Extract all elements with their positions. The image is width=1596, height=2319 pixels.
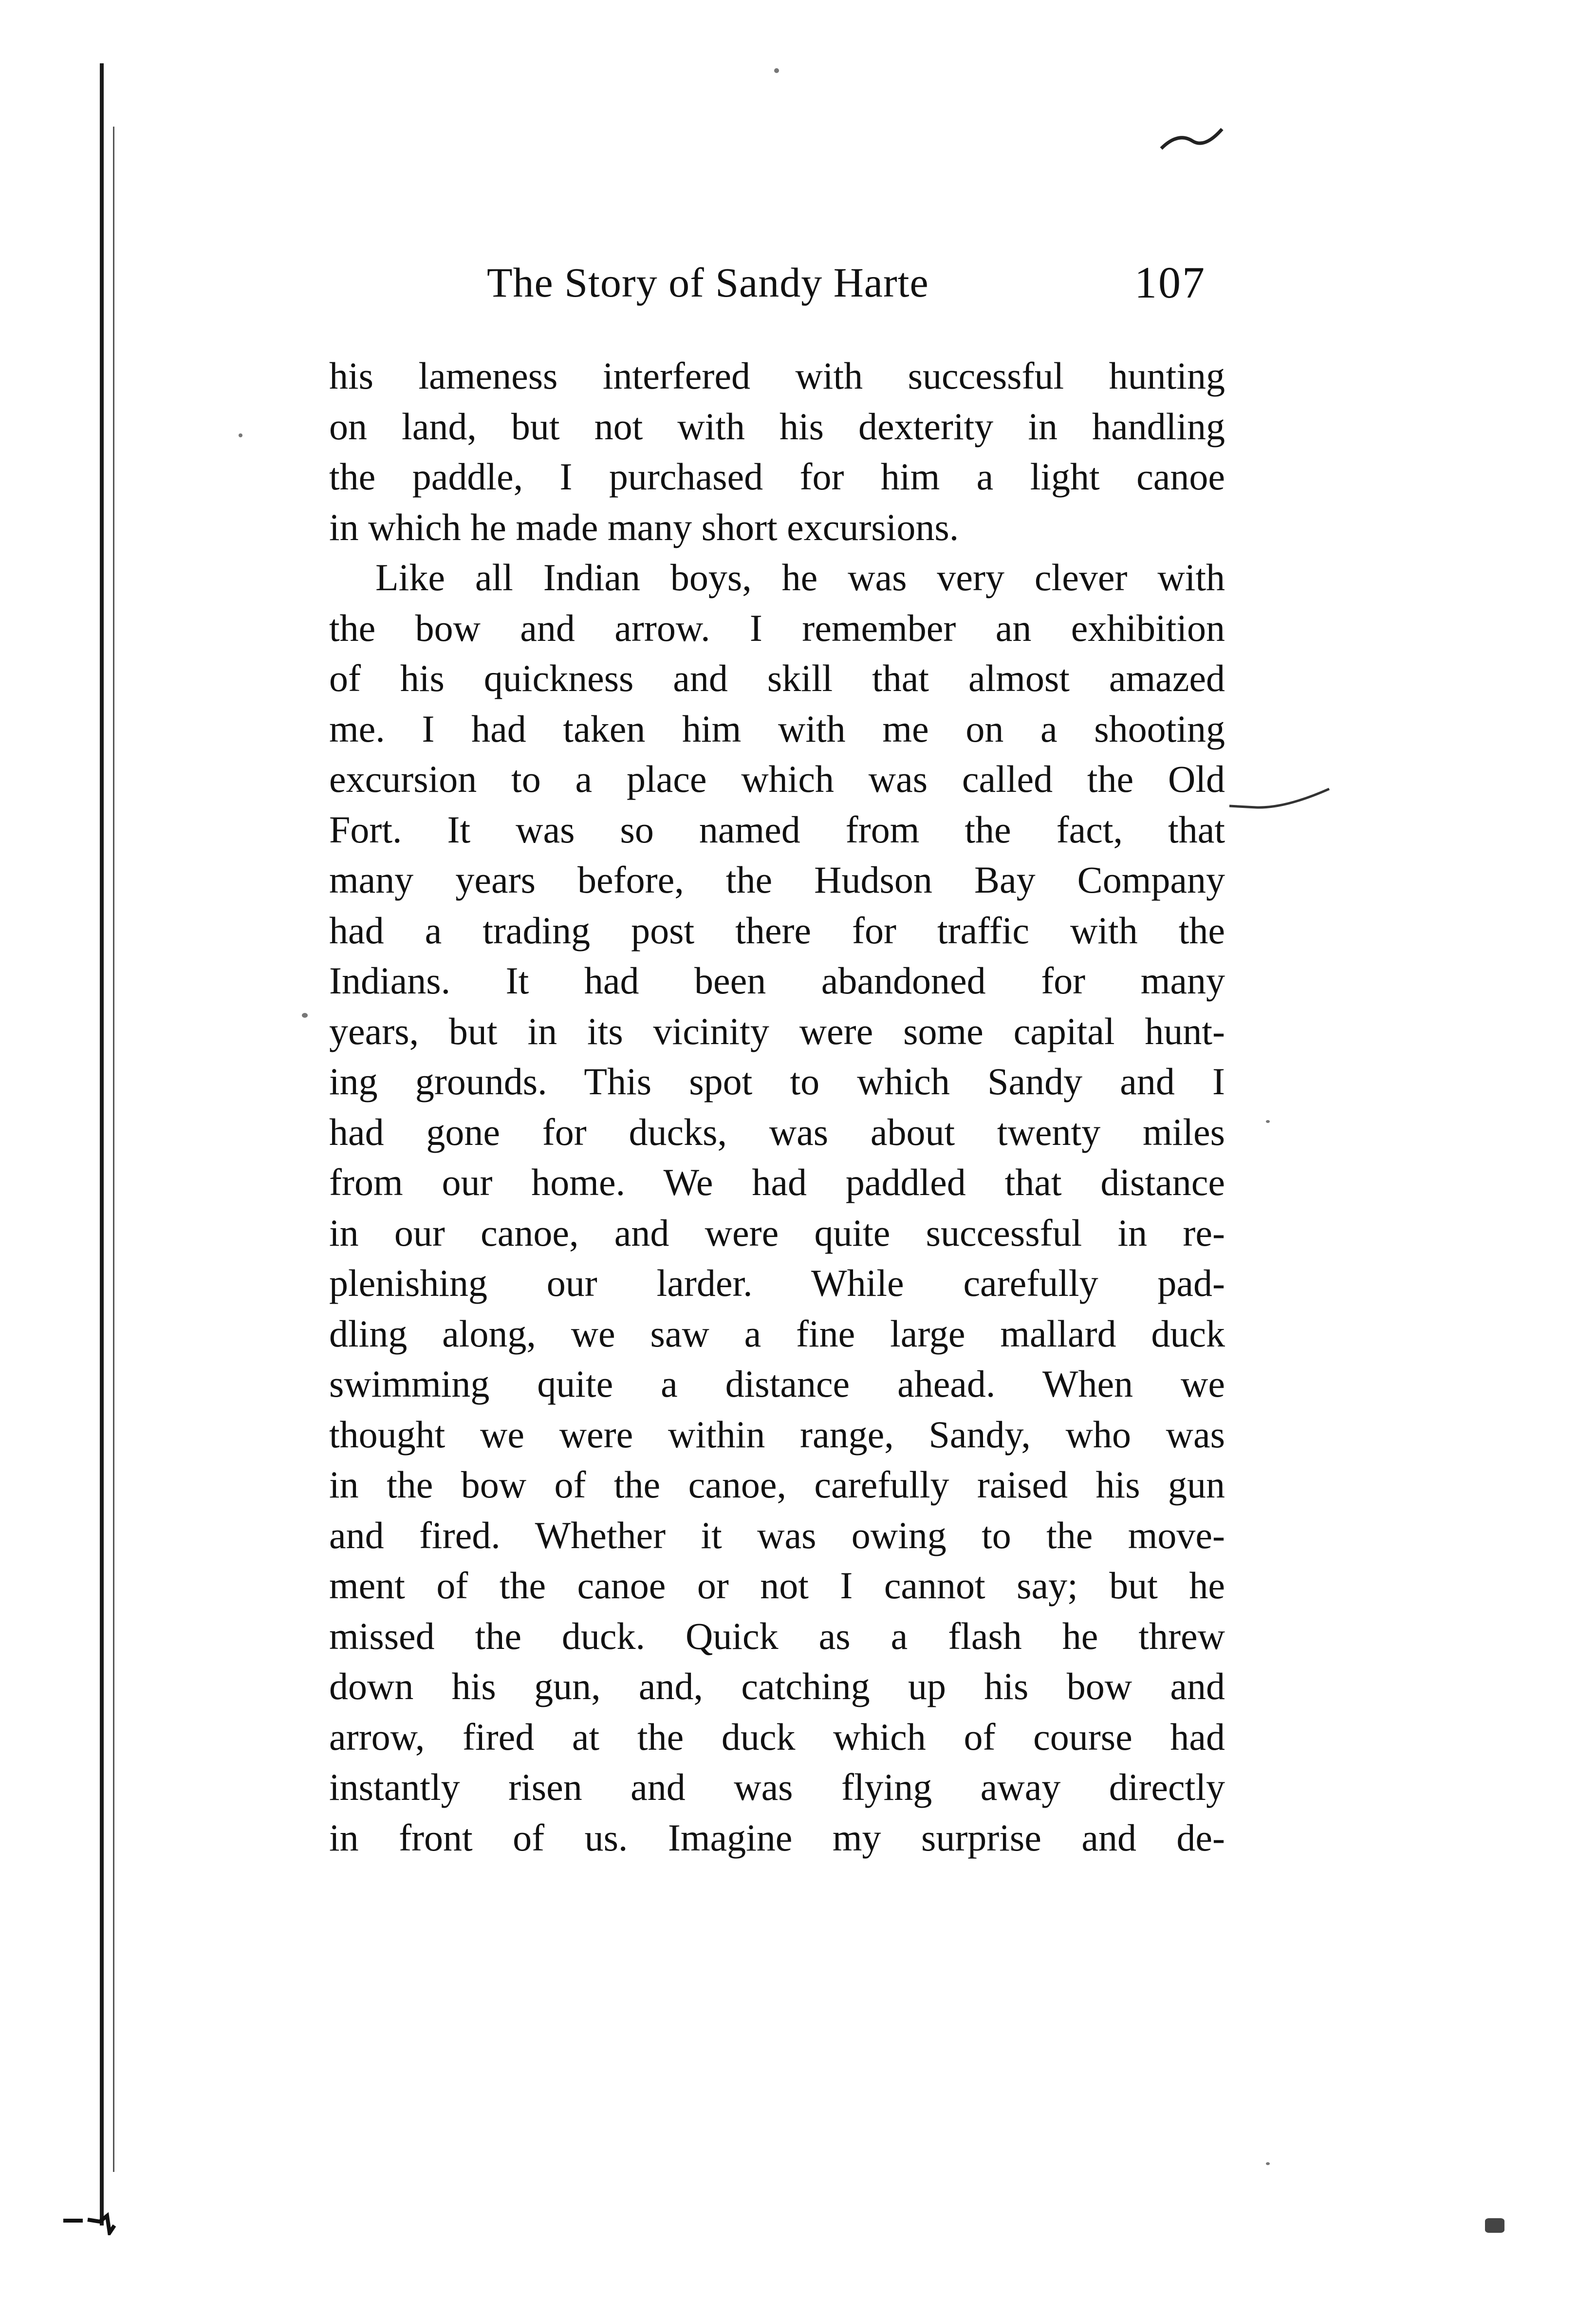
text-line: years, but in its vicinity were some capital hunt- [329, 1010, 1225, 1052]
text-line: from our home. We had paddled that distance [329, 1161, 1225, 1203]
paper-speck [774, 68, 779, 73]
text-line: Fort. It was so named from the fact, that [329, 808, 1225, 851]
text-line: instantly risen and was flying away directly [329, 1766, 1225, 1808]
running-title: The Story of Sandy Harte [487, 259, 929, 306]
pencil-margin-stroke [1227, 779, 1334, 818]
text-line: in our canoe, and were quite successful in re- [329, 1211, 1225, 1254]
binding-edge-line [100, 63, 104, 2225]
text-line: had gone for ducks, was about twenty miles [329, 1110, 1225, 1153]
text-line: arrow, fired at the duck which of course had [329, 1715, 1225, 1758]
text-line: dling along, we saw a fine large mallard duck [329, 1312, 1225, 1355]
body-text [329, 351, 1225, 1863]
text-line: plenishing our larder. While carefully pad- [329, 1262, 1225, 1304]
text-line: missed the duck. Quick as a flash he threw [329, 1614, 1225, 1657]
paper-speck [1485, 2218, 1504, 2233]
text-line: had a trading post there for traffic with the [329, 909, 1225, 952]
text-line: thought we were within range, Sandy, who was [329, 1413, 1225, 1456]
text-line: in front of us. Imagine my surprise and de- [329, 1816, 1225, 1859]
running-header [487, 253, 1217, 312]
text-line: Indians. It had been abandoned for many [329, 959, 1225, 1002]
text-line: in the bow of the canoe, carefully raised his gun [329, 1463, 1225, 1506]
text-line: the bow and arrow. I remember an exhibition [329, 606, 1225, 649]
text-line: excursion to a place which was called the Old [329, 758, 1225, 800]
binding-edge-foot-mark [63, 2206, 122, 2235]
text-line: on land, but not with his dexterity in handling [329, 405, 1225, 448]
text-line: his lameness interfered with successful hunting [329, 355, 1225, 397]
page-number: 107 [1134, 258, 1206, 307]
text-line: down his gun, and, catching up his bow and [329, 1665, 1225, 1707]
paper-speck [239, 433, 242, 437]
text-line: swimming quite a distance ahead. When we [329, 1363, 1225, 1405]
paper-speck [302, 1013, 308, 1018]
binding-edge-shadow [113, 127, 114, 2172]
text-line: Like all Indian boys, he was very clever with [375, 556, 1225, 598]
paper-speck [1266, 2162, 1270, 2165]
text-line: of his quickness and skill that almost amazed [329, 657, 1225, 699]
text-line: ing grounds. This spot to which Sandy and I [329, 1060, 1225, 1103]
text-line: in which he made many short excursions. [329, 505, 959, 548]
paper-speck [1266, 1120, 1270, 1123]
text-line: and fired. Whether it was owing to the move- [329, 1514, 1225, 1556]
text-line: many years before, the Hudson Bay Company [329, 859, 1225, 901]
text-line: me. I had taken him with me on a shooting [329, 707, 1225, 750]
pencil-tick-mark [1159, 122, 1227, 156]
text-line: the paddle, I purchased for him a light canoe [329, 455, 1225, 498]
text-line: ment of the canoe or not I cannot say; but he [329, 1564, 1225, 1607]
